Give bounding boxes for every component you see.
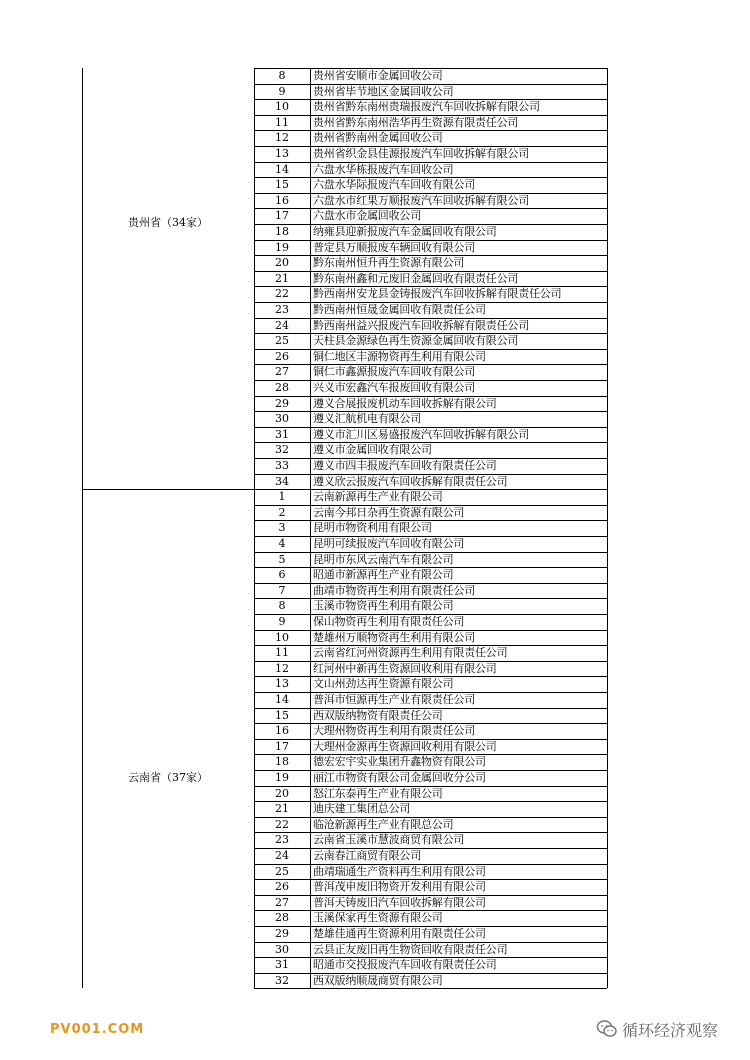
table-row (254, 739, 607, 755)
row-number: 33 (275, 459, 289, 472)
wechat-watermark (596, 1015, 718, 1043)
table-row (254, 567, 607, 583)
row-number: 23 (275, 303, 289, 316)
table-row (254, 255, 607, 271)
table-row (254, 879, 607, 895)
row-number: 24 (275, 318, 289, 332)
company-name: 昭通市交投报废汽车回收有限责任公司 (313, 958, 497, 972)
row-number: 17 (275, 209, 289, 223)
table-row (254, 692, 607, 708)
row-number: 4 (278, 537, 286, 550)
row-number: 24 (275, 849, 289, 862)
table-row (254, 817, 607, 833)
table-row (254, 520, 607, 536)
company-name: 普洱天铸废旧汽车回收拆解有限公司 (313, 895, 486, 909)
row-number: 12 (275, 131, 289, 145)
table-row (254, 536, 607, 552)
table-right-border (607, 68, 608, 988)
table-row (254, 598, 607, 614)
row-number: 26 (275, 880, 289, 894)
table-row (254, 411, 607, 427)
company-name: 大理州物资再生利用有限责任公司 (313, 724, 475, 738)
company-name: 贵州省黔东南州浩华再生资源有限责任公司 (313, 115, 519, 129)
row-number: 20 (275, 256, 289, 270)
table-row (254, 162, 607, 178)
table-row (254, 864, 607, 880)
row-number: 1 (278, 490, 286, 504)
row-number: 17 (275, 739, 289, 753)
row-number: 29 (275, 927, 289, 940)
company-name: 铜仁地区丰源物资再生利用有限公司 (313, 349, 486, 363)
row-number: 19 (275, 240, 289, 254)
table-row (254, 193, 607, 209)
row-divider (254, 988, 607, 989)
table-row (254, 754, 607, 770)
table-row (254, 224, 607, 240)
table-row (254, 583, 607, 599)
row-number: 25 (275, 864, 289, 878)
company-name: 云南省玉溪市慧波商贸有限公司 (313, 833, 465, 847)
table-left-border (82, 68, 83, 988)
company-name: 遵义欣云报废汽车回收拆解有限责任公司 (313, 474, 508, 488)
row-number: 12 (275, 661, 289, 675)
table-row (254, 661, 607, 677)
company-name: 兴义市宏鑫汽车报废回收有限公司 (313, 381, 475, 394)
table-row (254, 505, 607, 521)
row-number: 8 (278, 69, 286, 82)
row-number: 9 (278, 615, 286, 628)
table-row (254, 676, 607, 692)
company-name: 黔西南州安龙县金铸报废汽车回收拆解有限责任公司 (313, 287, 562, 301)
row-number: 19 (275, 771, 289, 784)
row-number: 15 (275, 178, 289, 192)
company-name: 六盘水市金属回收公司 (313, 209, 421, 223)
table-row (254, 801, 607, 817)
company-name: 黔东南州鑫和元废旧金属回收有限责任公司 (313, 271, 519, 285)
company-name: 普洱市恒源再生产业有限责任公司 (313, 693, 475, 706)
row-number: 2 (278, 505, 286, 519)
table-row (254, 318, 607, 334)
row-number: 32 (275, 443, 289, 457)
table-row (254, 427, 607, 443)
table-row (254, 302, 607, 318)
company-name: 曲靖市物资再生利用有限责任公司 (313, 583, 475, 597)
company-name: 纳雍县迎新报废汽车金属回收有限公司 (313, 225, 497, 238)
table-row (254, 942, 607, 958)
table-row (254, 349, 607, 365)
company-name: 云南今邦日杂再生资源有限公司 (313, 505, 465, 519)
province-label: 云南省（37家） (128, 771, 208, 784)
row-number: 13 (275, 147, 289, 160)
company-name: 大理州金源再生资源回收利用有限公司 (313, 739, 497, 753)
company-name: 玉溪市物资再生利用有限公司 (313, 599, 454, 613)
row-number: 18 (275, 755, 289, 769)
table-row (254, 442, 607, 458)
table-row (254, 973, 607, 989)
company-name: 黔西南州益兴报废汽车回收拆解有限责任公司 (313, 318, 529, 332)
row-number: 29 (275, 396, 289, 410)
table-row (254, 926, 607, 942)
row-number: 11 (275, 646, 289, 660)
company-name: 天柱县金源绿色再生资源金属回收有限公司 (313, 334, 519, 348)
table-row (254, 474, 607, 490)
table-row (254, 146, 607, 162)
table-row (254, 364, 607, 380)
company-name: 楚雄州万顺物资再生利用有限公司 (313, 630, 475, 644)
table-row (254, 832, 607, 848)
row-number: 31 (275, 958, 289, 972)
company-name: 怒江东泰再生产业有限公司 (313, 786, 443, 800)
company-name: 昭通市新源再生产业有限公司 (313, 568, 454, 582)
company-name: 六盘水华际报废汽车回收有限公司 (313, 178, 475, 192)
number-column-border (310, 68, 311, 988)
company-name: 普定县万顺报废车辆回收有限公司 (313, 240, 475, 254)
table-row (254, 396, 607, 412)
table-row (254, 708, 607, 724)
table-row (254, 630, 607, 646)
row-number: 34 (275, 474, 289, 488)
company-name: 昆明市东风云南汽车有限公司 (313, 552, 454, 566)
company-name: 黔东南州恒升再生资源有限公司 (313, 256, 465, 270)
table-row (254, 770, 607, 786)
table-row (254, 786, 607, 802)
table-row (254, 177, 607, 193)
row-number: 30 (275, 412, 289, 426)
company-name: 丽江市物资有限公司金属回收分公司 (313, 771, 486, 784)
table-row (254, 848, 607, 864)
company-name: 玉溪保家再生资源有限公司 (313, 911, 443, 925)
table-row (254, 723, 607, 739)
company-name: 遵义市金属回收有限公司 (313, 443, 432, 457)
row-number: 10 (275, 100, 289, 114)
company-name: 贵州省黔东南州贵瑞报废汽车回收拆解有限公司 (313, 100, 540, 114)
row-number: 11 (275, 115, 289, 129)
row-number: 18 (275, 225, 289, 238)
row-number: 27 (275, 895, 289, 909)
company-name: 文山州劲达再生资源有限公司 (313, 677, 454, 691)
row-number: 16 (275, 193, 289, 207)
row-number: 3 (278, 521, 286, 535)
site-watermark: PV001.COM (50, 1022, 145, 1037)
company-name: 黔西南州恒晟金属回收有限责任公司 (313, 303, 486, 316)
table-row (254, 614, 607, 630)
wechat-account-name: 循环经济观察 (622, 1020, 719, 1040)
company-name: 云南新源再生产业有限公司 (313, 490, 443, 504)
company-name: 普洱茂申废旧物资开发利用有限公司 (313, 880, 486, 894)
company-name: 贵州省黔南州金属回收公司 (313, 131, 443, 145)
label-column-border (254, 68, 255, 988)
wechat-icon (596, 1019, 618, 1039)
row-number: 7 (278, 583, 286, 597)
table-top-border (254, 68, 607, 69)
table-row (254, 208, 607, 224)
row-number: 23 (275, 833, 289, 847)
company-name: 云县正友废旧再生物资回收有限责任公司 (313, 942, 508, 956)
table-row (254, 286, 607, 302)
company-name: 六盘水市红果万顺报废汽车回收拆解有限公司 (313, 193, 529, 207)
table-row (254, 115, 607, 131)
table-row (254, 99, 607, 115)
table-row (254, 130, 607, 146)
company-name: 曲靖瑞通生产资料再生利用有限公司 (313, 864, 486, 878)
row-number: 22 (275, 817, 289, 831)
table-row (254, 458, 607, 474)
table-row (254, 271, 607, 287)
row-number: 25 (275, 334, 289, 348)
row-number: 28 (275, 381, 289, 394)
company-name: 昆明市物资利用有限公司 (313, 521, 432, 535)
table-row (254, 645, 607, 661)
row-number: 15 (275, 708, 289, 722)
company-name: 红河州中新再生资源回收利用有限公司 (313, 661, 497, 675)
table-row (254, 68, 607, 84)
company-name: 云南春江商贸有限公司 (313, 849, 421, 862)
table-row (254, 895, 607, 911)
company-name: 昆明可续报废汽车回收有限公司 (313, 537, 465, 550)
table-row (254, 489, 607, 505)
company-name: 遵义汇航机电有限公司 (313, 412, 421, 426)
company-name: 西双版纳物资有限责任公司 (313, 708, 443, 722)
row-number: 20 (275, 786, 289, 800)
table-row (254, 380, 607, 396)
row-number: 27 (275, 365, 289, 379)
row-number: 10 (275, 630, 289, 644)
company-name: 遵义合展报废机动车回收拆解有限公司 (313, 396, 497, 410)
company-name: 遵义市汇川区易盛报废汽车回收拆解有限公司 (313, 427, 529, 441)
table-row (254, 552, 607, 568)
row-number: 28 (275, 911, 289, 925)
company-name: 六盘水华栋报废汽车回收公司 (313, 162, 454, 176)
company-name: 德宏宏宇实业集团升鑫物资有限公司 (313, 755, 486, 769)
row-number: 32 (275, 973, 289, 987)
company-name: 贵州省织金县佳源报废汽车回收拆解有限公司 (313, 147, 529, 160)
province-label: 贵州省（34家） (128, 216, 208, 229)
row-number: 26 (275, 349, 289, 363)
row-number: 8 (278, 599, 286, 613)
company-name: 贵州省安顺市金属回收公司 (313, 69, 443, 82)
table-row (254, 333, 607, 349)
company-name: 云南省红河州资源再生利用有限责任公司 (313, 646, 508, 660)
row-number: 30 (275, 942, 289, 956)
company-name: 铜仁市鑫源报废汽车回收有限公司 (313, 365, 475, 379)
company-name: 保山物资再生利用有限责任公司 (313, 615, 465, 628)
row-number: 21 (275, 802, 289, 816)
table-row (254, 957, 607, 973)
row-number: 14 (275, 162, 289, 176)
row-number: 14 (275, 693, 289, 706)
row-number: 9 (278, 84, 286, 98)
row-number: 6 (278, 568, 286, 582)
company-name: 西双版纳顺晟商贸有限公司 (313, 973, 443, 987)
company-name: 贵州省毕节地区金属回收公司 (313, 84, 454, 98)
row-number: 22 (275, 287, 289, 301)
row-number: 16 (275, 724, 289, 738)
company-name: 楚雄佳通再生资源利用有限责任公司 (313, 927, 486, 940)
row-number: 21 (275, 271, 289, 285)
row-number: 13 (275, 677, 289, 691)
row-number: 5 (278, 552, 286, 566)
company-name: 迪庆建工集团总公司 (313, 802, 411, 816)
table-row (254, 910, 607, 926)
table-row (254, 84, 607, 100)
row-number: 31 (275, 427, 289, 441)
company-name: 临沧新源再生产业有限总公司 (313, 817, 454, 831)
group-divider (82, 489, 607, 490)
company-name: 遵义市四丰报废汽车回收有限责任公司 (313, 459, 497, 472)
table-row (254, 240, 607, 256)
